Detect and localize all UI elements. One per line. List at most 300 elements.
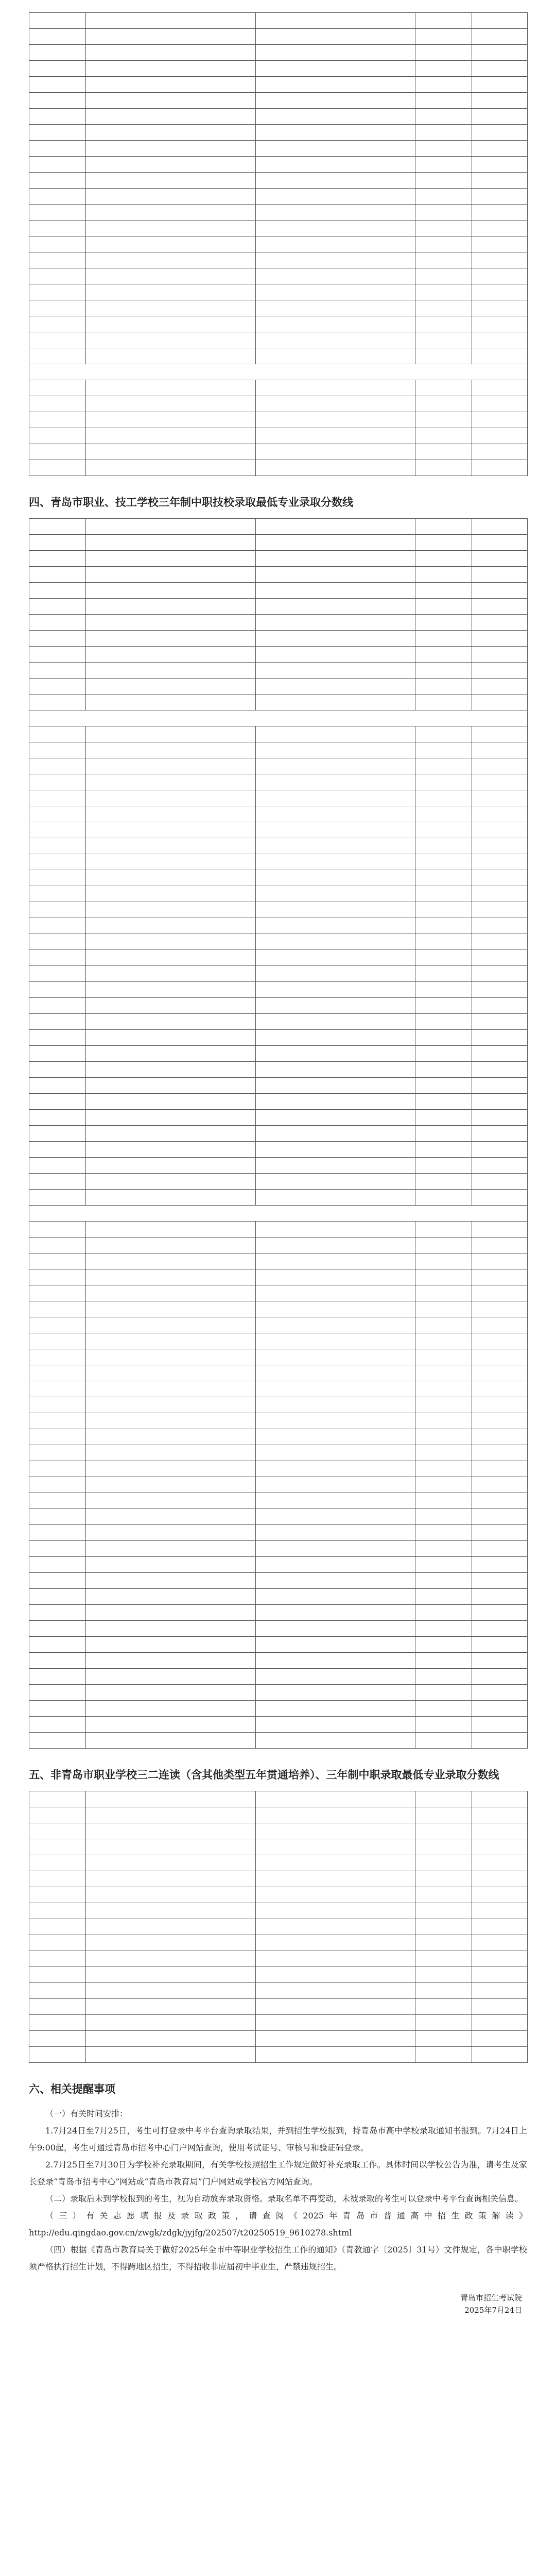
cell-code [29, 460, 86, 476]
cell-major [256, 966, 415, 982]
cell-major [256, 790, 415, 806]
cell-major [256, 1999, 415, 2015]
cell-code [29, 1078, 86, 1094]
cell-major [256, 2015, 415, 2031]
cell-school [86, 412, 256, 428]
table-row [29, 93, 528, 109]
table-row [29, 1062, 528, 1078]
cell-note [472, 694, 528, 710]
table-row [29, 870, 528, 886]
cell-note [472, 1967, 528, 1983]
cell-school [86, 567, 256, 583]
cell-score [415, 93, 472, 109]
cell-score [415, 934, 472, 950]
cell-note [472, 1573, 528, 1589]
cell-code [29, 1397, 86, 1413]
cell-school [86, 1999, 256, 2015]
cell-score [415, 870, 472, 886]
table-row [29, 1983, 528, 1999]
table-row [29, 902, 528, 918]
cell-score [415, 1999, 472, 2015]
cell-score [415, 1333, 472, 1349]
cell-note [472, 1078, 528, 1094]
cell-code [29, 1669, 86, 1685]
reminder-paragraph: 2.7月25日至7月30日为学校补充录取期间，有关学校按照招生工作规定做好补充录取工作。具体时间以学校公告为准，请考生及家长登录“青岛市招考中心”网站或“青岛市教育局”门户网站或学校官方网站查询。 [29, 2160, 527, 2187]
table-row [29, 1653, 528, 1669]
cell-major [256, 109, 415, 125]
table-row [29, 444, 528, 460]
table-row [29, 1557, 528, 1573]
cell-code [29, 647, 86, 663]
cell-score [415, 61, 472, 77]
cell-note [472, 77, 528, 93]
cell-score [415, 45, 472, 61]
cell-score [415, 1887, 472, 1903]
cell-school [86, 806, 256, 822]
cell-school [86, 1983, 256, 1999]
cell-major [256, 615, 415, 631]
cell-major [256, 412, 415, 428]
header-school [86, 1791, 256, 1807]
cell-school [86, 1142, 256, 1158]
table-row [29, 1855, 528, 1871]
cell-school [86, 535, 256, 551]
cell-major [256, 806, 415, 822]
cell-code [29, 2015, 86, 2031]
cell-code [29, 13, 86, 29]
cell-major [256, 61, 415, 77]
cell-note [472, 284, 528, 300]
table-row [29, 1158, 528, 1174]
cell-school [86, 1158, 256, 1174]
table-row [29, 460, 528, 476]
cell-note [472, 822, 528, 838]
cell-code [29, 1381, 86, 1397]
table-row [29, 535, 528, 551]
cell-major [256, 236, 415, 252]
cell-school [86, 663, 256, 679]
cell-school [86, 1110, 256, 1126]
table-row [29, 1381, 528, 1397]
cell-major [256, 1269, 415, 1285]
cell-note [472, 348, 528, 364]
cell-note [472, 1951, 528, 1967]
cell-note [472, 1461, 528, 1477]
cell-note [472, 141, 528, 157]
cell-major [256, 774, 415, 790]
table-row [29, 1174, 528, 1190]
cell-note [472, 758, 528, 774]
cell-note [472, 1717, 528, 1733]
cell-major [256, 535, 415, 551]
cell-major [256, 1983, 415, 1999]
cell-score [415, 1573, 472, 1589]
table-row [29, 694, 528, 710]
cell-major [256, 1541, 415, 1557]
table-row [29, 236, 528, 252]
cell-score [415, 1637, 472, 1653]
cell-note [472, 870, 528, 886]
table-row [29, 1269, 528, 1285]
cell-school [86, 790, 256, 806]
cell-code [29, 189, 86, 205]
cell-code [29, 1621, 86, 1637]
cell-code [29, 1269, 86, 1285]
cell-score [415, 1381, 472, 1397]
cell-major [256, 316, 415, 332]
cell-school [86, 332, 256, 348]
cell-school [86, 109, 256, 125]
cell-school [86, 268, 256, 284]
cell-major [256, 2031, 415, 2047]
cell-note [472, 1253, 528, 1269]
cell-major [256, 157, 415, 173]
cell-score [415, 1461, 472, 1477]
cell-note [472, 1126, 528, 1142]
cell-note [472, 1839, 528, 1855]
cell-code [29, 998, 86, 1014]
cell-code [29, 599, 86, 615]
cell-code [29, 694, 86, 710]
table-row [29, 1669, 528, 1685]
cell-school [86, 1839, 256, 1855]
cell-major [256, 268, 415, 284]
cell-score [415, 1397, 472, 1413]
cell-major [256, 1126, 415, 1142]
cell-major [256, 125, 415, 141]
cell-code [29, 1733, 86, 1749]
cell-note [472, 125, 528, 141]
table-row [29, 567, 528, 583]
cell-school [86, 1285, 256, 1301]
cell-score [415, 982, 472, 998]
cell-note [472, 1285, 528, 1301]
cell-note [472, 966, 528, 982]
cell-score [415, 348, 472, 364]
cell-school [86, 726, 256, 742]
cell-code [29, 1967, 86, 1983]
cell-note [472, 1110, 528, 1126]
cell-score [415, 1238, 472, 1253]
cell-score [415, 1365, 472, 1381]
cell-score [415, 1062, 472, 1078]
cell-note [472, 61, 528, 77]
cell-major [256, 1238, 415, 1253]
cell-code [29, 774, 86, 790]
section6-title: 六、相关提醒事项 [29, 2083, 115, 2095]
table-gap-cell [29, 364, 528, 380]
cell-code [29, 918, 86, 934]
table-row [29, 774, 528, 790]
cell-school [86, 950, 256, 966]
table-row [29, 1317, 528, 1333]
cell-note [472, 1046, 528, 1062]
cell-score [415, 125, 472, 141]
cell-school [86, 189, 256, 205]
table-row [29, 1733, 528, 1749]
cell-major [256, 396, 415, 412]
cell-score [415, 902, 472, 918]
cell-note [472, 380, 528, 396]
table-row [29, 1445, 528, 1461]
cell-major [256, 1461, 415, 1477]
cell-note [472, 1807, 528, 1823]
cell-school [86, 1461, 256, 1477]
cell-school [86, 1413, 256, 1429]
cell-score [415, 1871, 472, 1887]
cell-note [472, 428, 528, 444]
cell-major [256, 284, 415, 300]
table-row [29, 45, 528, 61]
table-row [29, 1238, 528, 1253]
cell-code [29, 1509, 86, 1525]
cell-major [256, 13, 415, 29]
table-row [29, 982, 528, 998]
cell-note [472, 1653, 528, 1669]
cell-school [86, 444, 256, 460]
cell-code [29, 1238, 86, 1253]
cell-score [415, 13, 472, 29]
table-row [29, 2047, 528, 2063]
cell-major [256, 1046, 415, 1062]
cell-note [472, 1158, 528, 1174]
cell-score [415, 1253, 472, 1269]
cell-score [415, 1983, 472, 1999]
cell-code [29, 1477, 86, 1493]
cell-note [472, 205, 528, 221]
cell-major [256, 1653, 415, 1669]
cell-note [472, 1349, 528, 1365]
cell-code [29, 1983, 86, 1999]
cell-score [415, 1030, 472, 1046]
cell-score [415, 109, 472, 125]
cell-score [415, 1701, 472, 1717]
cell-school [86, 934, 256, 950]
table-row [29, 1190, 528, 1206]
table-row [29, 726, 528, 742]
table-row [29, 838, 528, 854]
cell-note [472, 1509, 528, 1525]
cell-school [86, 599, 256, 615]
table-gap-cell [29, 1206, 528, 1222]
cell-note [472, 742, 528, 758]
cell-note [472, 1397, 528, 1413]
cell-note [472, 1685, 528, 1701]
cell-score [415, 460, 472, 476]
cell-school [86, 1126, 256, 1142]
cell-score [415, 694, 472, 710]
cell-score [415, 252, 472, 268]
cell-note [472, 13, 528, 29]
cell-school [86, 1685, 256, 1701]
cell-major [256, 838, 415, 854]
cell-score [415, 1014, 472, 1030]
cell-major [256, 1717, 415, 1733]
cell-score [415, 1919, 472, 1935]
cell-code [29, 236, 86, 252]
cell-score [415, 2015, 472, 2031]
cell-code [29, 982, 86, 998]
cell-code [29, 1589, 86, 1605]
cell-note [472, 1222, 528, 1238]
cell-code [29, 1855, 86, 1871]
cell-note [472, 1871, 528, 1887]
cell-note [472, 460, 528, 476]
table-header-row [29, 519, 528, 535]
cell-score [415, 1126, 472, 1142]
cell-major [256, 1573, 415, 1589]
cell-score [415, 1285, 472, 1301]
cell-note [472, 1477, 528, 1493]
cell-major [256, 1365, 415, 1381]
cell-major [256, 599, 415, 615]
table-row [29, 631, 528, 647]
table-row [29, 1573, 528, 1589]
table-row [29, 125, 528, 141]
cell-code [29, 1701, 86, 1717]
cell-score [415, 998, 472, 1014]
cell-note [472, 300, 528, 316]
cell-note [472, 1999, 528, 2015]
cell-school [86, 141, 256, 157]
cell-major [256, 444, 415, 460]
cell-code [29, 758, 86, 774]
cell-school [86, 583, 256, 599]
cell-note [472, 157, 528, 173]
cell-score [415, 1653, 472, 1669]
cell-code [29, 1903, 86, 1919]
table-row [29, 1110, 528, 1126]
cell-code [29, 790, 86, 806]
cell-major [256, 1030, 415, 1046]
cell-school [86, 252, 256, 268]
cell-code [29, 1887, 86, 1903]
cell-major [256, 934, 415, 950]
header-score [415, 519, 472, 535]
cell-school [86, 316, 256, 332]
cell-score [415, 1413, 472, 1429]
table-row [29, 1030, 528, 1046]
cell-score [415, 1222, 472, 1238]
cell-code [29, 583, 86, 599]
cell-score [415, 332, 472, 348]
table-row [29, 1349, 528, 1365]
table-row [29, 1967, 528, 1983]
cell-code [29, 1445, 86, 1461]
cell-code [29, 1525, 86, 1541]
cell-school [86, 1621, 256, 1637]
cell-school [86, 61, 256, 77]
cell-code [29, 838, 86, 854]
cell-school [86, 1094, 256, 1110]
cell-score [415, 663, 472, 679]
table-row [29, 1935, 528, 1951]
cell-school [86, 1238, 256, 1253]
table-row [29, 252, 528, 268]
cell-major [256, 1317, 415, 1333]
cell-note [472, 934, 528, 950]
cell-code [29, 1365, 86, 1381]
cell-code [29, 822, 86, 838]
cell-major [256, 348, 415, 364]
section5-title: 五、非青岛市职业学校三二连读（含其他类型五年贯通培养）、三年制中职录取最低专业录取分数线 [29, 1769, 499, 1781]
table-row [29, 173, 528, 189]
cell-code [29, 934, 86, 950]
cell-major [256, 982, 415, 998]
cell-note [472, 774, 528, 790]
cell-major [256, 1477, 415, 1493]
cell-score [415, 806, 472, 822]
cell-code [29, 2031, 86, 2047]
cell-major [256, 300, 415, 316]
cell-score [415, 583, 472, 599]
cell-score [415, 966, 472, 982]
cell-note [472, 647, 528, 663]
cell-major [256, 1557, 415, 1573]
cell-major [256, 1887, 415, 1903]
cell-major [256, 1413, 415, 1429]
cell-major [256, 1493, 415, 1509]
cell-major [256, 1871, 415, 1887]
table-row [29, 157, 528, 173]
cell-major [256, 1429, 415, 1445]
cell-code [29, 567, 86, 583]
cell-note [472, 45, 528, 61]
table-row [29, 221, 528, 236]
table-row [29, 1413, 528, 1429]
cell-code [29, 1919, 86, 1935]
table-row [29, 141, 528, 157]
table-row [29, 1887, 528, 1903]
cell-note [472, 1669, 528, 1685]
cell-code [29, 45, 86, 61]
cell-school [86, 380, 256, 396]
cell-school [86, 125, 256, 141]
cell-code [29, 806, 86, 822]
cell-school [86, 1477, 256, 1493]
cell-school [86, 647, 256, 663]
cell-school [86, 694, 256, 710]
cell-school [86, 1301, 256, 1317]
header-code [29, 519, 86, 535]
cell-score [415, 300, 472, 316]
cell-code [29, 1349, 86, 1365]
cell-code [29, 412, 86, 428]
cell-school [86, 1222, 256, 1238]
cell-score [415, 1269, 472, 1285]
cell-major [256, 1855, 415, 1871]
table-row [29, 1429, 528, 1445]
cell-major [256, 551, 415, 567]
cell-score [415, 1839, 472, 1855]
cell-major [256, 918, 415, 934]
cell-school [86, 45, 256, 61]
table-row [29, 1094, 528, 1110]
table-row [29, 77, 528, 93]
cell-school [86, 221, 256, 236]
cell-note [472, 1142, 528, 1158]
cell-note [472, 1174, 528, 1190]
cell-score [415, 1669, 472, 1685]
cell-major [256, 1733, 415, 1749]
cell-code [29, 535, 86, 551]
table-row [29, 109, 528, 125]
table-row [29, 950, 528, 966]
cell-score [415, 1349, 472, 1365]
cell-code [29, 157, 86, 173]
table-gap-row [29, 710, 528, 726]
cell-major [256, 1222, 415, 1238]
